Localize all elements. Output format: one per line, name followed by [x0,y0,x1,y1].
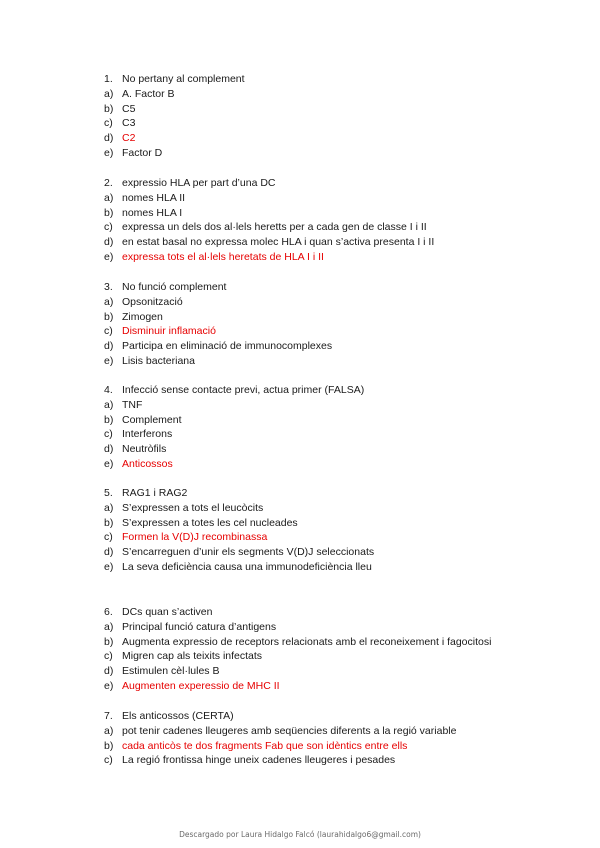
option-letter: c) [104,650,113,663]
option-text: Opsonització [122,295,183,308]
question-number: 2. [104,177,113,189]
option-letter: b) [104,206,114,219]
answer-option [104,413,544,428]
option-letter: e) [104,354,114,367]
option-text: S’encarreguen d’unir els segments V(D)J seleccionats [122,546,375,559]
option-text: expressa un dels dos al·lels heretts per a cada gen de classe I i II [122,221,427,234]
option-letter: d) [104,236,114,249]
answer-option [104,516,544,531]
option-letter: b) [104,413,114,426]
answer-option-correct [104,250,544,265]
option-text: Zimogen [122,310,163,323]
option-letter: d) [104,665,114,678]
answer-option [104,560,544,575]
option-text: Augmenta expressio de receptors relacionats amb el reconeixement i fagocitosi [122,635,492,648]
question-title-line [104,280,544,295]
question-5 [104,486,544,575]
option-text: Factor D [122,146,163,159]
option-letter: d) [104,340,114,353]
option-text: Complement [122,413,182,426]
option-letter: e) [104,146,114,159]
question-title-line [104,709,544,724]
answer-option [104,398,544,413]
question-title: expressio HLA per part d’una DC [122,177,276,189]
download-footer: Descargado por Laura Hidalgo Falcó (laurahidalgo6@gmail.com) [179,830,421,839]
question-title: No funció complement [122,281,227,293]
answer-option [104,191,544,206]
option-letter: c) [104,754,113,767]
question-4 [104,383,544,472]
option-text: C3 [122,117,136,130]
answer-option-correct [104,457,544,472]
option-text: en estat basal no expressa molec HLA i quan s’activa presenta I i II [122,236,435,249]
question-title: Infecció sense contacte previ, actua primer (FALSA) [122,384,365,396]
option-text: A. Factor B [122,87,175,100]
option-text: C2 [122,132,136,145]
question-7 [104,709,544,768]
question-number: 7. [104,710,113,722]
option-letter: a) [104,191,114,204]
option-letter: e) [104,560,114,573]
question-title-line [104,72,544,87]
question-number: 4. [104,384,113,396]
option-text: C5 [122,102,136,115]
option-letter: a) [104,501,114,514]
option-letter: c) [104,428,113,441]
answer-option-correct [104,131,544,146]
answer-option [104,442,544,457]
option-text: Formen la V(D)J recombinassa [122,531,268,544]
question-title: Els anticossos (CERTA) [122,710,234,722]
answer-option [104,664,544,679]
answer-option [104,146,544,161]
option-text: cada anticòs te dos fragments Fab que son idèntics entre ells [122,739,408,752]
option-letter: d) [104,132,114,145]
answer-option [104,635,544,650]
option-letter: c) [104,531,113,544]
option-text: Principal funció catura d’antigens [122,620,277,633]
option-letter: d) [104,443,114,456]
answer-option-correct [104,679,544,694]
option-letter: c) [104,221,113,234]
option-text: La seva deficiència causa una immunodeficiència lleu [122,560,372,573]
option-letter: d) [104,546,114,559]
question-title: RAG1 i RAG2 [122,487,188,499]
option-text: S’expressen a tots el leucòcits [122,501,264,514]
option-letter: e) [104,679,114,692]
answer-option [104,295,544,310]
question-title: No pertany al complement [122,73,245,85]
answer-option [104,724,544,739]
option-letter: b) [104,310,114,323]
option-text: Neutròfils [122,443,167,456]
answer-option [104,501,544,516]
answer-option-correct [104,530,544,545]
answer-option [104,102,544,117]
option-text: La regió frontissa hinge uneix cadenes lleugeres i pesades [122,754,396,767]
answer-option [104,753,544,768]
question-3 [104,280,544,369]
question-title: DCs quan s’activen [122,606,213,618]
option-text: Anticossos [122,457,173,470]
question-1 [104,72,544,161]
option-letter: b) [104,516,114,529]
option-text: Migren cap als teixits infectats [122,650,263,663]
option-letter: e) [104,250,114,263]
option-text: S’expressen a totes les cel nucleades [122,516,298,529]
answer-option [104,354,544,369]
option-letter: b) [104,739,114,752]
option-letter: a) [104,398,114,411]
answer-option [104,220,544,235]
question-number: 3. [104,281,113,293]
option-letter: a) [104,87,114,100]
option-text: TNF [122,398,143,411]
option-text: Estimulen cèl·lules B [122,665,220,678]
option-text: Participa en eliminació de immunocomplexes [122,340,333,353]
option-text: Lisis bacteriana [122,354,195,367]
option-letter: b) [104,635,114,648]
question-title-line [104,486,544,501]
option-text: nomes HLA II [122,191,186,204]
question-number: 6. [104,606,113,618]
answer-option [104,310,544,325]
answer-option-correct [104,739,544,754]
option-letter: a) [104,295,114,308]
option-text: Augmenten experessio de MHC II [122,679,280,692]
option-text: Interferons [122,428,173,441]
question-number: 1. [104,73,113,85]
answer-option [104,339,544,354]
option-letter: c) [104,325,113,338]
option-text: pot tenir cadenes lleugeres amb seqüencies diferents a la regió variable [122,724,457,737]
question-title-line [104,605,544,620]
option-text: expressa tots el al·lels heretats de HLA I i II [122,250,324,263]
option-letter: a) [104,620,114,633]
question-title-line [104,383,544,398]
answer-option [104,545,544,560]
option-text: nomes HLA I [122,206,183,219]
question-title-line [104,176,544,191]
answer-option [104,206,544,221]
question-6 [104,605,544,694]
question-number: 5. [104,487,113,499]
answer-option [104,116,544,131]
answer-option [104,620,544,635]
answer-option [104,87,544,102]
option-letter: b) [104,102,114,115]
option-letter: a) [104,724,114,737]
answer-option [104,235,544,250]
option-text: Disminuir inflamació [122,325,216,338]
answer-option-correct [104,324,544,339]
question-2 [104,176,544,265]
option-letter: c) [104,117,113,130]
option-letter: e) [104,457,114,470]
answer-option [104,649,544,664]
answer-option [104,427,544,442]
